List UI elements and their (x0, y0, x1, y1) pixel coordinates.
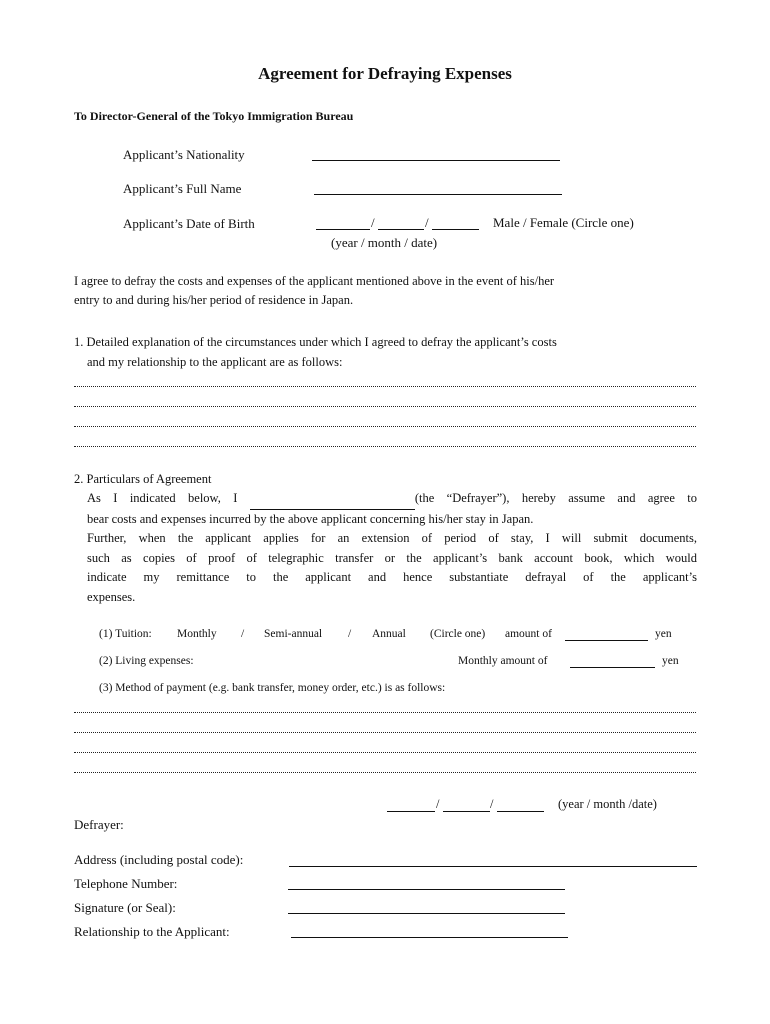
signature-label: Signature (or Seal): (74, 900, 176, 915)
living-expenses-label: (2) Living expenses: (99, 655, 194, 667)
address-label: Address (including postal code): (74, 852, 244, 867)
explanation-line[interactable] (74, 446, 696, 447)
payment-method-label: (3) Method of payment (e.g. bank transfer, money order, etc.) is as follows: (99, 682, 446, 694)
telephone-label: Telephone Number: (74, 876, 178, 891)
amount-of-label: amount of (505, 628, 552, 640)
address-field[interactable] (289, 866, 697, 867)
defrayer-heading: Defrayer: (74, 817, 124, 832)
addressee: To Director-General of the Tokyo Immigration Bureau (74, 109, 354, 123)
relationship-label: Relationship to the Applicant: (74, 924, 230, 939)
relationship-field[interactable] (291, 937, 568, 938)
sign-day-field[interactable] (497, 811, 544, 812)
circle-one-note: (Circle one) (430, 628, 486, 640)
payment-method-line[interactable] (74, 752, 696, 753)
payment-method-line[interactable] (74, 732, 696, 733)
agreement-line-start: As I indicated below, I (87, 491, 238, 505)
yen-unit: yen (662, 655, 679, 667)
yen-unit: yen (655, 628, 672, 640)
agreement-line: Further, when the applicant applies for an extension of period of stay, I will submit documents, (87, 531, 697, 545)
agreement-line (87, 489, 697, 510)
section1-text: 1. Detailed explanation of the circumstances under which I agreed to defray the applicant’s costs (74, 335, 557, 349)
agreement-line: such as copies of proof of telegraphic transfer or the applicant’s bank account book, which would (87, 550, 697, 565)
full-name-field[interactable] (314, 194, 562, 195)
tuition-option-monthly[interactable]: Monthly (177, 628, 217, 640)
telephone-field[interactable] (288, 889, 565, 890)
date-separator: / (436, 797, 440, 811)
gender-label[interactable]: Male / Female (Circle one) (493, 215, 634, 230)
date-separator: / (490, 797, 494, 811)
intro-line: entry to and during his/her period of residence in Japan. (74, 293, 354, 307)
agreement-line: expenses. (87, 589, 136, 604)
dob-separator: / (371, 215, 375, 230)
payment-method-line[interactable] (74, 712, 696, 713)
page-title: Agreement for Defraying Expenses (258, 64, 512, 83)
signature-field[interactable] (288, 913, 565, 914)
tuition-option-semi-annual[interactable]: Semi-annual (264, 628, 323, 640)
explanation-line[interactable] (74, 426, 696, 427)
dob-separator: / (425, 215, 429, 230)
dob-label: Applicant’s Date of Birth (123, 216, 255, 231)
dob-month-field[interactable] (378, 229, 424, 230)
living-amount-field[interactable] (570, 667, 655, 668)
section1-text: and my relationship to the applicant are as follows: (87, 355, 343, 369)
defrayer-name-field[interactable] (250, 489, 415, 510)
section2-paragraph (87, 489, 697, 607)
intro-line: I agree to defray the costs and expenses of the applicant mentioned above in the event of his/her (74, 274, 555, 288)
sign-year-field[interactable] (387, 811, 435, 812)
explanation-line[interactable] (74, 386, 696, 387)
tuition-option-annual[interactable]: Annual (372, 628, 406, 640)
dob-day-field[interactable] (432, 229, 479, 230)
agreement-line: bear costs and expenses incurred by the above applicant concerning his/her stay in Japan. (87, 511, 534, 526)
nationality-label: Applicant’s Nationality (123, 147, 245, 162)
section2-heading: 2. Particulars of Agreement (74, 472, 212, 486)
dob-format-hint: (year / month / date) (331, 235, 438, 250)
agreement-line: indicate my remittance to the applicant and hence substantiate defrayal of the applicant’s (87, 570, 697, 584)
sign-month-field[interactable] (443, 811, 490, 812)
agreement-line-end: (the “Defrayer”), hereby assume and agree to (414, 491, 697, 505)
monthly-amount-label: Monthly amount of (458, 655, 548, 667)
tuition-label: (1) Tuition: (99, 628, 152, 640)
nationality-field[interactable] (312, 160, 560, 161)
full-name-label: Applicant’s Full Name (123, 181, 242, 196)
payment-method-line[interactable] (74, 772, 696, 773)
tuition-amount-field[interactable] (565, 640, 648, 641)
explanation-line[interactable] (74, 406, 696, 407)
date-format-hint: (year / month /date) (558, 797, 657, 811)
option-separator: / (241, 628, 245, 640)
dob-year-field[interactable] (316, 229, 370, 230)
option-separator: / (348, 628, 352, 640)
